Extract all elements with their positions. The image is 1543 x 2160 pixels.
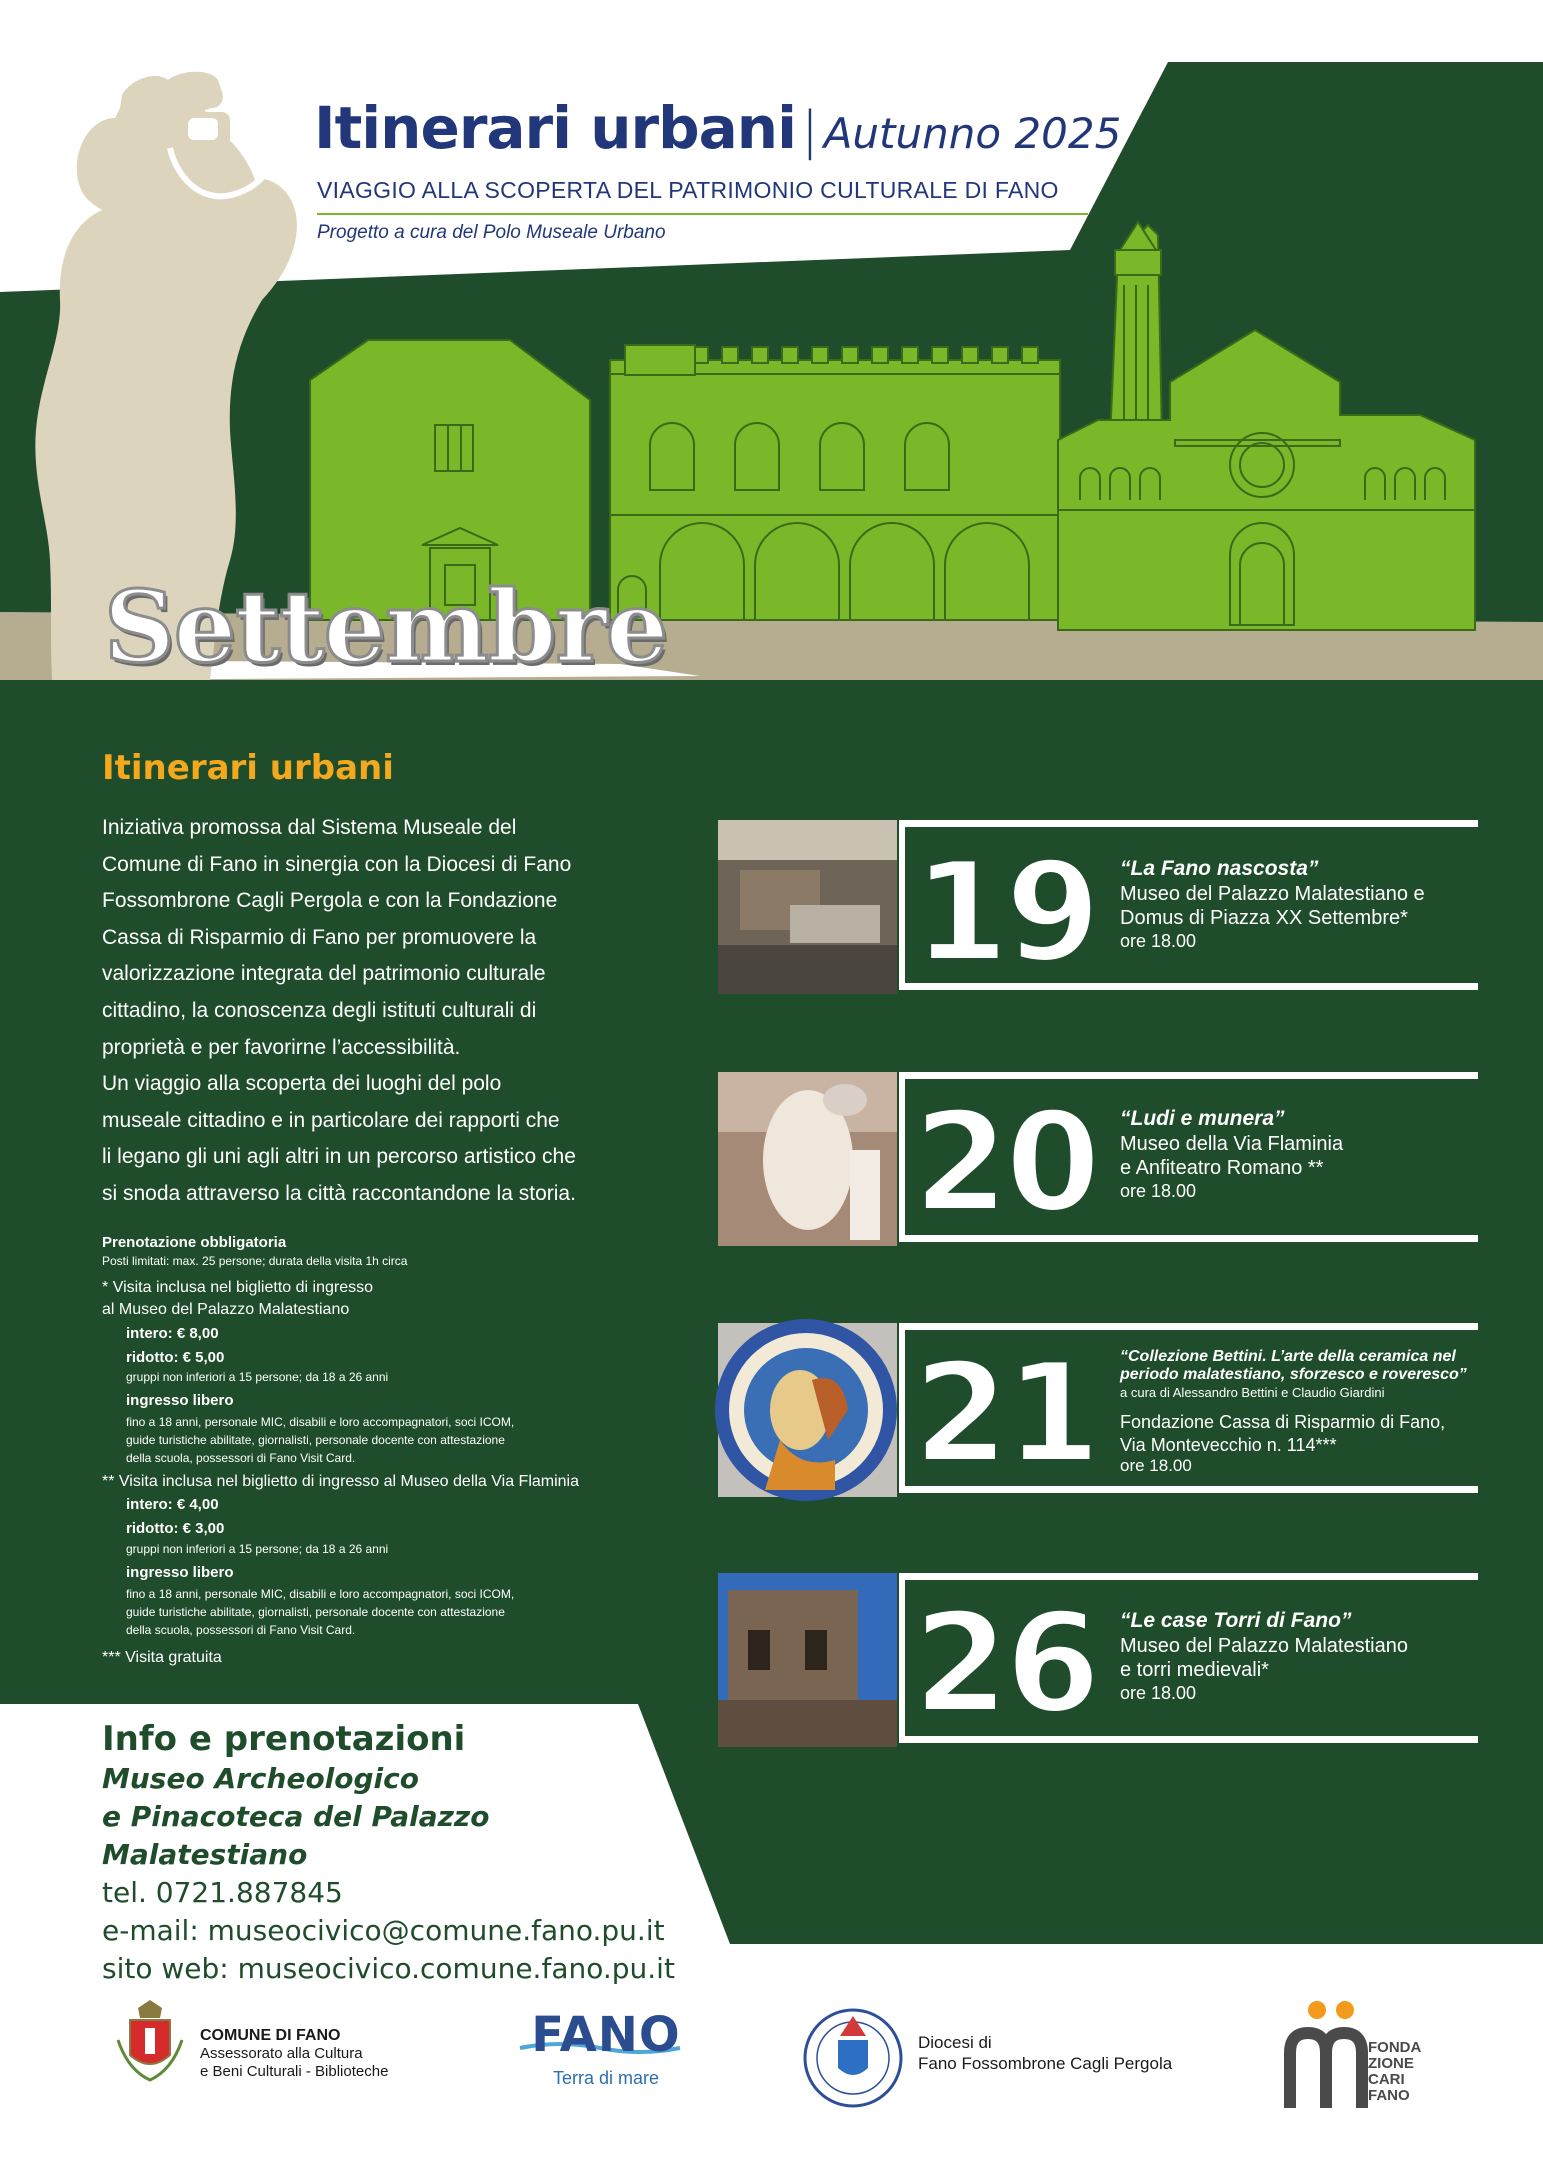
event-photo-ceramic — [718, 1323, 897, 1497]
ticket1-heading — [102, 1277, 662, 1299]
intro-line: museale cittadino e in particolare dei rapporti che — [102, 1108, 560, 1132]
event-time: ore 18.00 — [1120, 931, 1197, 951]
booking-title: Prenotazione obbligatoria — [102, 1234, 287, 1251]
ticket2-heading — [102, 1471, 662, 1493]
ticket1-line1: Visita inclusa nel biglietto di ingresso — [112, 1279, 373, 1296]
info-museum-line2: e Pinacoteca del Palazzo Malatestiano — [102, 1800, 490, 1871]
event-line: Museo del Palazzo Malatestiano — [1120, 1635, 1408, 1657]
event-title: “Le case Torri di Fano” — [1120, 1609, 1352, 1632]
event-credit: a cura di Alessandro Bettini e Claudio Giardini — [1120, 1385, 1385, 1400]
comune-line1: COMUNE DI FANO — [200, 2027, 341, 2044]
event-26-details — [1120, 1608, 1480, 1704]
event-20-details — [1120, 1106, 1480, 1202]
event-time: ore 18.00 — [1120, 1181, 1197, 1201]
info-museum-line1: Museo Archeologico — [102, 1762, 419, 1795]
info-title: Info e prenotazioni — [102, 1719, 466, 1759]
info-section — [102, 1718, 702, 1988]
month-title: Settembre — [104, 570, 668, 685]
ticket3-heading — [102, 1647, 662, 1669]
booking-limits: Posti limitati: max. 25 persone; durata della visita 1h circa — [102, 1254, 408, 1268]
event-day-26 — [900, 1583, 1110, 1744]
ticket2-reduced: ridotto: € 3,00 — [126, 1520, 225, 1537]
ticket1-free-note: della scuola, possessori di Fano Visit Card. — [126, 1451, 356, 1465]
intro-line: proprietà e per favorirne l’accessibilità. — [102, 1035, 461, 1059]
event-day-19 — [900, 832, 1110, 993]
ticket1-free: ingresso libero — [126, 1392, 234, 1409]
event-day-20 — [900, 1082, 1110, 1243]
fondazione-logo-text — [1368, 2040, 1421, 2104]
header-title: Itinerari urbani — [314, 94, 796, 162]
event-day-number: 21 — [912, 1333, 1098, 1494]
info-email[interactable]: e-mail: museocivico@comune.fano.pu.it — [102, 1914, 665, 1947]
info-phone[interactable]: tel. 0721.887845 — [102, 1876, 343, 1909]
intro-paragraph — [102, 810, 662, 1213]
event-photo-ruins — [718, 820, 897, 994]
booking-section — [102, 1233, 662, 1669]
event-day-number: 20 — [912, 1082, 1098, 1243]
diocesi-line1: Diocesi di — [918, 2033, 992, 2052]
ticket1-full: intero: € 8,00 — [126, 1325, 219, 1342]
ticket2-line1: Visita inclusa nel biglietto di ingresso al Museo della Via Flaminia — [118, 1473, 580, 1490]
fano-logo-word: FANO — [531, 2007, 681, 2063]
intro-line: cittadino, la conoscenza degli istituti culturali di — [102, 998, 537, 1022]
event-line: Fondazione Cassa di Risparmio di Fano, — [1120, 1412, 1446, 1432]
ticket2-reduced-note: gruppi non inferiori a 15 persone; da 18 a 26 anni — [126, 1542, 389, 1556]
event-day-21 — [900, 1333, 1110, 1494]
ticket1-marker: * — [102, 1279, 109, 1296]
event-line: e Anfiteatro Romano ** — [1120, 1157, 1324, 1179]
comune-line3: e Beni Culturali - Biblioteche — [200, 2063, 389, 2080]
ticket2-free-note: guide turistiche abilitate, giornalisti, personale docente con attestazione — [126, 1605, 505, 1619]
event-day-number: 19 — [912, 832, 1098, 993]
header-subtitle: VIAGGIO ALLA SCOPERTA DEL PATRIMONIO CULTURALE DI FANO — [317, 177, 1059, 203]
event-photo-tower — [718, 1573, 897, 1747]
ticket2-full: intero: € 4,00 — [126, 1496, 219, 1513]
event-day-number: 26 — [912, 1583, 1098, 1744]
event-line: e torri medievali* — [1120, 1659, 1269, 1681]
intro-line: Un viaggio alla scoperta dei luoghi del polo — [102, 1072, 502, 1096]
header-title-row — [314, 94, 1121, 162]
intro-line: li legano gli uni agli altri in un percorso artistico che — [102, 1145, 576, 1169]
event-time: ore 18.00 — [1120, 1683, 1197, 1703]
fondazione-line3: CARI — [1368, 2071, 1405, 2088]
fondazione-line4: FANO — [1368, 2087, 1410, 2104]
event-title: “La Fano nascosta” — [1120, 857, 1319, 880]
diocesi-line2: Fano Fossombrone Cagli Pergola — [918, 2054, 1173, 2073]
bell-tower — [1110, 222, 1162, 440]
event-title: “Collezione Bettini. L’arte della ceramica nel — [1120, 1348, 1456, 1365]
ticket2-free-note: fino a 18 anni, personale MIC, disabili e loro accompagnatori, soci ICOM, — [126, 1587, 515, 1601]
intro-line: Comune di Fano in sinergia con la Diocesi di Fano — [102, 852, 572, 876]
event-time: ore 18.00 — [1120, 1456, 1192, 1475]
palazzo-building — [610, 345, 1060, 620]
event-title: periodo malatestiano, sforzesco e roveresco” — [1120, 1366, 1467, 1383]
ticket3-marker: *** — [102, 1649, 121, 1666]
intro-line: Cassa di Risparmio di Fano per promuovere la — [102, 925, 537, 949]
ticket2-free: ingresso libero — [126, 1564, 234, 1581]
comune-logo-text — [200, 2026, 388, 2081]
event-line: Museo del Palazzo Malatestiano e — [1120, 883, 1425, 905]
event-line: Via Montevecchio n. 114*** — [1120, 1435, 1337, 1455]
ticket1-reduced: ridotto: € 5,00 — [126, 1349, 225, 1366]
ticket1-free-note: guide turistiche abilitate, giornalisti, personale docente con attestazione — [126, 1433, 505, 1447]
intro-line: valorizzazione integrata del patrimonio culturale — [102, 962, 546, 986]
event-title: “Ludi e munera” — [1120, 1107, 1285, 1130]
ticket1-free-note: fino a 18 anni, personale MIC, disabili e loro accompagnatori, soci ICOM, — [126, 1415, 515, 1429]
fondazione-logo-icon — [1290, 2001, 1362, 2108]
event-21-details — [1120, 1348, 1500, 1476]
comune-line2: Assessorato alla Cultura — [200, 2045, 363, 2062]
intro-title: Itinerari urbani — [102, 748, 394, 788]
event-line: Domus di Piazza XX Settembre* — [1120, 907, 1408, 929]
header-curator: Progetto a cura del Polo Museale Urbano — [317, 222, 666, 243]
header-season: Autunno 2025 — [823, 109, 1122, 158]
diocesi-seal-icon — [805, 2010, 901, 2106]
ticket2-marker: ** — [102, 1473, 115, 1490]
ticket1-line2: al Museo del Palazzo Malatestiano — [102, 1301, 350, 1318]
fondazione-line1: FONDA — [1368, 2039, 1422, 2056]
fondazione-line2: ZIONE — [1368, 2055, 1414, 2072]
ticket1-reduced-note: gruppi non inferiori a 15 persone; da 18 a 26 anni — [126, 1370, 389, 1384]
intro-line: si snoda attraverso la città raccontandone la storia. — [102, 1181, 576, 1205]
fano-logo — [520, 2007, 692, 2090]
ticket2-free-note: della scuola, possessori di Fano Visit Card. — [126, 1623, 356, 1637]
event-line: Museo della Via Flaminia — [1120, 1133, 1344, 1155]
event-photo-statue — [718, 1072, 897, 1246]
event-19-details — [1120, 856, 1480, 952]
fano-logo-tagline: Terra di mare — [552, 2068, 660, 2088]
diocesi-logo-text — [918, 2032, 1172, 2074]
ticket3-line1: Visita gratuita — [125, 1649, 222, 1666]
info-website[interactable]: sito web: museocivico.comune.fano.pu.it — [102, 1952, 675, 1985]
comune-crest-icon — [118, 2000, 182, 2080]
intro-line: Iniziativa promossa dal Sistema Museale del — [102, 816, 517, 839]
intro-line: Fossombrone Cagli Pergola e con la Fondazione — [102, 889, 558, 913]
header-separator: | — [801, 101, 819, 161]
